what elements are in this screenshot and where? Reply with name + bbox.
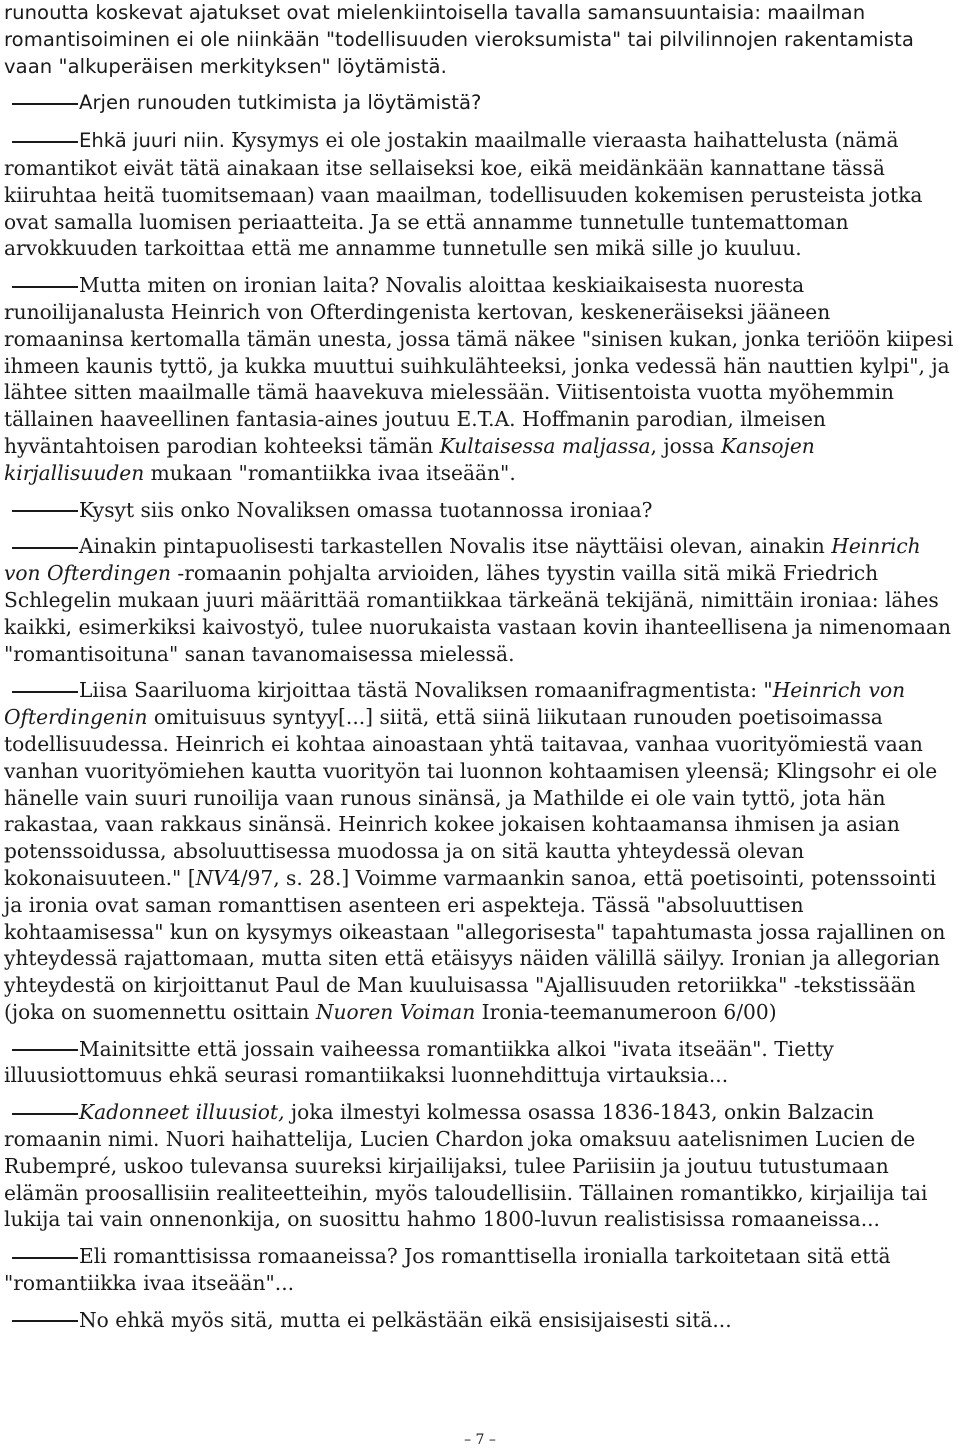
text-segment: Mutta miten on ironian laita? Novalis aloittaa keskiaikaisesta nuoresta runoilijanalusta Heinrich von Ofterdingenista kertovan, keskeneräiseksi jääneen romaaninsa kertomalla tämän unesta, jossa tämä näkee "sinisen kukan, jonka teriöön kiipesi ihmeen kaunis tyttö, ja kukka muuttui suihkulähteeksi, jonka vedessä hän nauttien kylpi", ja lähtee sitten maailmalle tämä haavekuva mielessään. Viitisentoista vuotta myöhemmin tällainen haaveellinen fantasia-aines joutuu E.T.A. Hoffmanin parodian, ilmeisen hyväntahtoisen parodian kohteeksi tämän: [4, 273, 954, 458]
paragraph: [4, 1036, 956, 1090]
italic-text: Nuoren Voiman: [315, 999, 476, 1024]
paragraph: [4, 127, 956, 262]
paragraph: [4, 90, 956, 117]
text-segment: joka ilmestyi kolmessa osassa 1836-1843, onkin Balzacin romaanin nimi. Nuori haihattelija, Lucien Chardon joka omaksuu aatelisnimen Lucien de Rubempré, uskoo tulevansa suureksi kirjailijaksi, tulee Pariisiin ja joutuu tutustumaan elämän proosallisiin realiteetteihin, myös taloudellisiin. Tällainen romantikko, kirjailija tai lukija tai vain onnenonkija, on suosittu hahmo 1800-luvun realistisissa romaaneissa...: [4, 1100, 928, 1232]
italic-text: Heinrich von Ofterdingenin: [4, 678, 906, 730]
dialogue-dash: [4, 677, 79, 704]
dialogue-dash: [4, 1099, 79, 1126]
dialogue-dash: [4, 127, 79, 154]
paragraph: [4, 1307, 956, 1334]
text-segment: runoutta koskevat ajatukset ovat mielenkiintoisella tavalla samansuuntaisia: maailman romantisoiminen ei ole niinkään "todellisuuden vieroksumista" tai pilvilinnojen rakentamista vaan "alkuperäisen merkityksen" löytämistä.: [4, 1, 914, 78]
paragraph: [4, 272, 956, 486]
text-segment: No ehkä myös sitä, mutta ei pelkästään eikä ensisijaisesti sitä...: [79, 1307, 732, 1332]
italic-text: Kultaisessa maljassa: [439, 433, 651, 458]
paragraph: [4, 0, 956, 80]
text-segment: Ironia-teemanumeroon 6/00): [475, 999, 777, 1024]
dialogue-dash: [4, 533, 79, 560]
dialogue-dash: [4, 497, 79, 524]
text-segment: Eli romanttisissa romaaneissa? Jos romanttisella ironialla tarkoitetaan sitä että "romantiikka ivaa itseään"...: [4, 1244, 891, 1296]
dialogue-dash: [4, 1307, 79, 1334]
text-segment: -romaanin pohjalta arvioiden, lähes tyystin vailla sitä mikä Friedrich Schlegelin mukaan juuri määrittää romantiikkaa tärkeänä tekijänä, nimittäin ironiaa: lähes kaikki, esimerkiksi kaivostyö, tulee nuorukaista vastaan kovin ihanteellisena ja nimenomaan "romantisoituna" sanan tavanomaisessa mielessä.: [4, 561, 951, 666]
paragraph: [4, 1243, 956, 1297]
text-segment: mukaan "romantiikka ivaa itseään".: [144, 460, 516, 485]
italic-text: NV: [195, 865, 228, 890]
text-segment: Ainakin pintapuolisesti tarkastellen Novalis itse näyttäisi olevan, ainakin: [79, 534, 832, 559]
text-segment: Kysymys ei ole jostakin maailmalle vieraasta haihattelusta (nämä romantikot eivät tätä ainakaan itse sellaiseksi koe, eikä meidänkään kannattane tässä kiiruhtaa heitä tuomitsemaan) vaan maailman, todellisuuden kokemisen perusteista jotka ovat samalla luomisen periaatteita. Ja se että annamme tunnetulle tuntemattoman arvokkuuden tarkoittaa että me annamme tunnetulle sen mikä sille jo kuuluu.: [4, 128, 923, 261]
dialogue-dash: [4, 90, 79, 117]
text-segment: Arjen runouden tutkimista ja löytämistä?: [79, 91, 482, 115]
text-segment: Kysyt siis onko Novaliksen omassa tuotannossa ironiaa?: [79, 497, 653, 522]
dialogue-dash: [4, 1243, 79, 1270]
italic-text: Heinrich von Ofterdingen: [4, 534, 921, 586]
document-body: [4, 0, 956, 1334]
paragraph: [4, 497, 956, 524]
paragraph: [4, 1099, 956, 1233]
paragraph: [4, 677, 956, 1025]
text-segment: Ehkä juuri niin.: [79, 129, 232, 153]
text-segment: , jossa: [650, 433, 721, 458]
italic-text: Kansojen kirjallisuuden: [4, 433, 815, 485]
page-number: – 7 –: [464, 1432, 496, 1448]
text-segment: omituisuus syntyy[...] siitä, että siinä liikutaan runouden poetisoimassa todellisuudessa. Heinrich ei kohtaa ainoastaan yhtä taitavaa, vanhaa vuorityömiestä vaan vanhan vuorityömiehen kautta vuorityön tai luonnon kohtaamisen yleensä; Klingsohr ei ole hänelle vain suuri runoilija vaan runous sinänsä, ja Mathilde ei ole vain tyttö, jota hän rakastaa, vaan rakkaus sinänsä. Heinrich kokee jokaisen kohtaamansa ihmisen ja asian potenssoidussa, absoluuttisessa muodossa ja on sitä kautta yhteydessä olevan kokonaisuuteen." [: [4, 705, 938, 890]
text-segment: Liisa Saariluoma kirjoittaa tästä Novaliksen romaanifragmentista: ": [79, 678, 773, 703]
text-segment: 4/97, s. 28.] Voimme varmaankin sanoa, että poetisointi, potenssointi ja ironia ovat saman romanttisen asenteen eri aspekteja. Tässä "absoluuttisen kohtaamisessa" kun on kysymys oikeastaan "allegorisesta" tapahtumasta jossa rajallinen on yhteydessä rajattomaan, mutta siten että etäisyys näiden välillä säilyy. Ironian ja allegorian yhteydestä on kirjoittanut Paul de Man kuuluisassa "Ajallisuuden retoriikka" -tekstissään (joka on suomennettu osittain: [4, 865, 946, 1024]
paragraph: [4, 533, 956, 667]
italic-text: Kadonneet illuusiot,: [79, 1100, 285, 1125]
dialogue-dash: [4, 272, 79, 299]
text-segment: Mainitsitte että jossain vaiheessa romantiikka alkoi "ivata itseään". Tietty illuusiottomuus ehkä seurasi romantiikaksi luonnehdittuja virtauksia...: [4, 1036, 834, 1088]
dialogue-dash: [4, 1036, 79, 1063]
